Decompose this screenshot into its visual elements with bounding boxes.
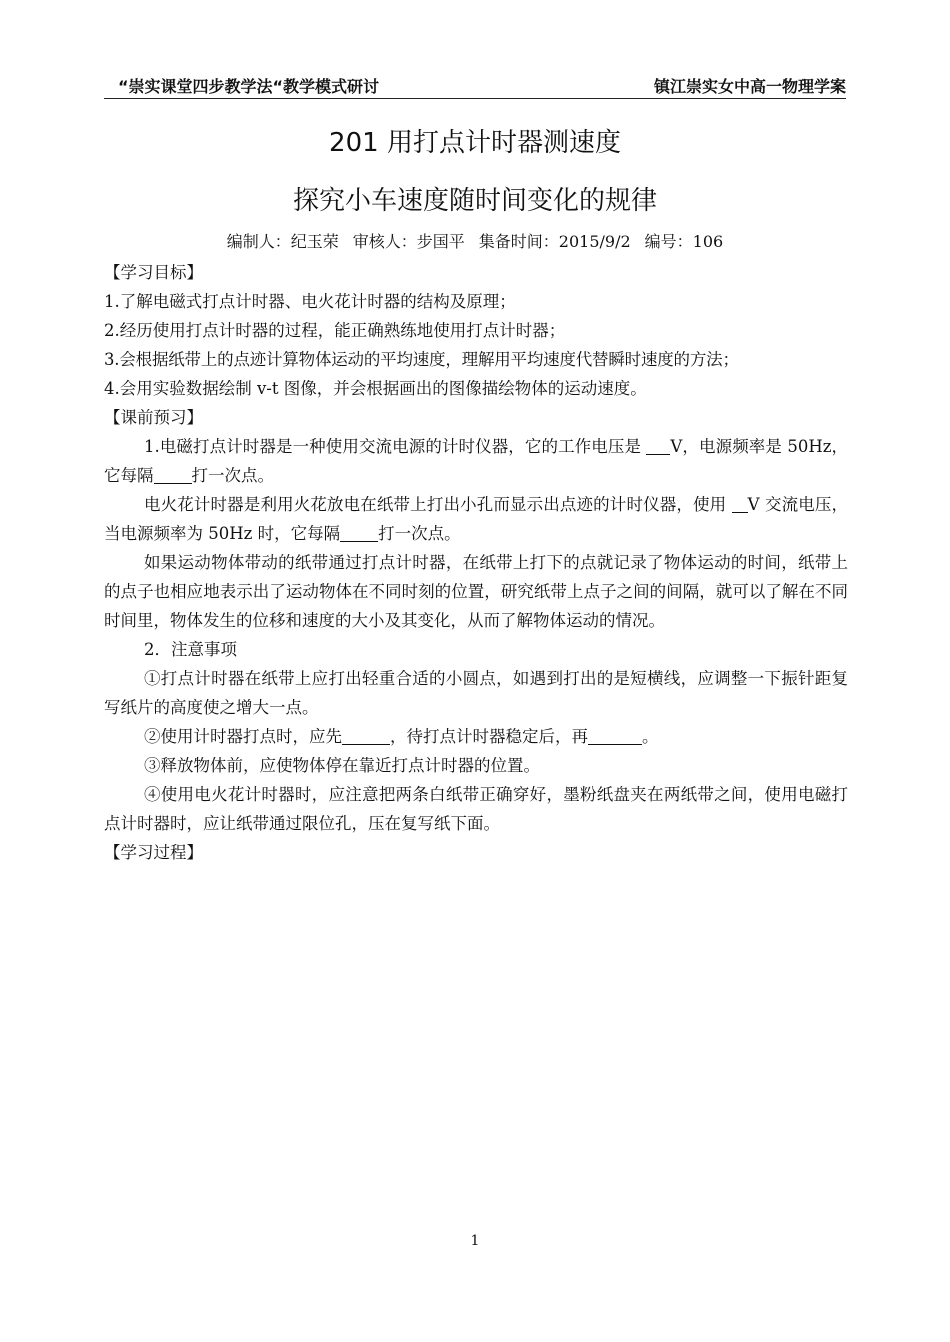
answer-blank-voltage[interactable] (646, 436, 670, 455)
goals-heading: 【学习目标】 (104, 263, 203, 282)
notes-heading: 2．注意事项 (144, 640, 237, 659)
note2-text-c: 。 (642, 727, 659, 746)
p1-text-c: 打一次点。 (191, 466, 274, 485)
p2-text-c: 打一次点。 (378, 524, 461, 543)
goal-item: 2.经历使用打点计时器的过程，能正确熟练地使用打点计时器； (104, 321, 566, 340)
meta-number: 编号：106 (644, 232, 724, 251)
answer-blank-spark-interval[interactable] (340, 523, 378, 542)
document-meta (0, 230, 950, 254)
p2-text-b: V 交流电压，当电源频率为 50Hz 时，它每隔 (104, 495, 848, 543)
p1-text-a: 1.电磁打点计时器是一种使用交流电源的计时仪器，它的工作电压是 (144, 437, 647, 456)
note-item-2 (104, 722, 848, 751)
answer-blank-spark-voltage[interactable] (732, 494, 748, 513)
header-left-text: “崇实课堂四步教学法“教学模式研讨 (118, 77, 380, 96)
page-number: 1 (470, 1233, 480, 1249)
note-item-3: ③释放物体前，应使物体停在靠近打点计时器的位置。 (144, 756, 540, 775)
note2-text-a: ②使用计时器打点时，应先 (144, 727, 342, 746)
answer-blank-first-step[interactable] (342, 726, 390, 745)
note-item-4: ④使用电火花计时器时，应注意把两条白纸带正确穿好，墨粉纸盘夹在两纸带之间，使用电磁打点计时器时，应让纸带通过限位孔，压在复写纸下面。 (104, 785, 848, 833)
p2-text-a: 电火花计时器是利用火花放电在纸带上打出小孔而显示出点迹的计时仪器，使用 (144, 495, 732, 514)
document-body (104, 258, 848, 867)
meta-date: 集备时间：2015/9/2 (478, 232, 631, 251)
answer-blank-interval[interactable] (154, 465, 192, 484)
p1-text-b: V，电源频率是 50Hz，它每隔 (104, 437, 848, 485)
goal-item: 4.会用实验数据绘制 v-t 图像，并会根据画出的图像描绘物体的运动速度。 (104, 379, 647, 398)
preview-paragraph-2 (104, 490, 848, 548)
preview-paragraph-3: 如果运动物体带动的纸带通过打点计时器，在纸带上打下的点就记录了物体运动的时间，纸带上的点子也相应地表示出了运动物体在不同时刻的位置，研究纸带上点子之间的间隔，就可以了解在不同时间里，物体发生的位移和速度的大小及其变化，从而了解物体运动的情况。 (104, 553, 848, 630)
preview-paragraph-1 (104, 432, 848, 490)
note2-text-b: ，待打点计时器稳定后，再 (390, 727, 588, 746)
header-right-text: 镇江崇实女中高一物理学案 (653, 77, 846, 96)
answer-blank-second-step[interactable] (588, 726, 642, 745)
document-subtitle: 探究小车速度随时间变化的规律 (292, 186, 657, 216)
preview-heading: 【课前预习】 (104, 408, 203, 427)
meta-editor: 编制人：纪玉荣 (226, 232, 339, 251)
document-title: 201 用打点计时器测速度 (329, 128, 621, 158)
note-item-1: ①打点计时器在纸带上应打出轻重合适的小圆点，如遇到打出的是短横线，应调整一下振针距复写纸片的高度使之增大一点。 (104, 669, 848, 717)
goal-item: 3.会根据纸带上的点迹计算物体运动的平均速度，理解用平均速度代替瞬时速度的方法； (104, 350, 739, 369)
process-heading: 【学习过程】 (104, 843, 203, 862)
goal-item: 1.了解电磁式打点计时器、电火花计时器的结构及原理； (104, 292, 516, 311)
meta-reviewer: 审核人：步国平 (352, 232, 465, 251)
page-header (104, 76, 846, 99)
